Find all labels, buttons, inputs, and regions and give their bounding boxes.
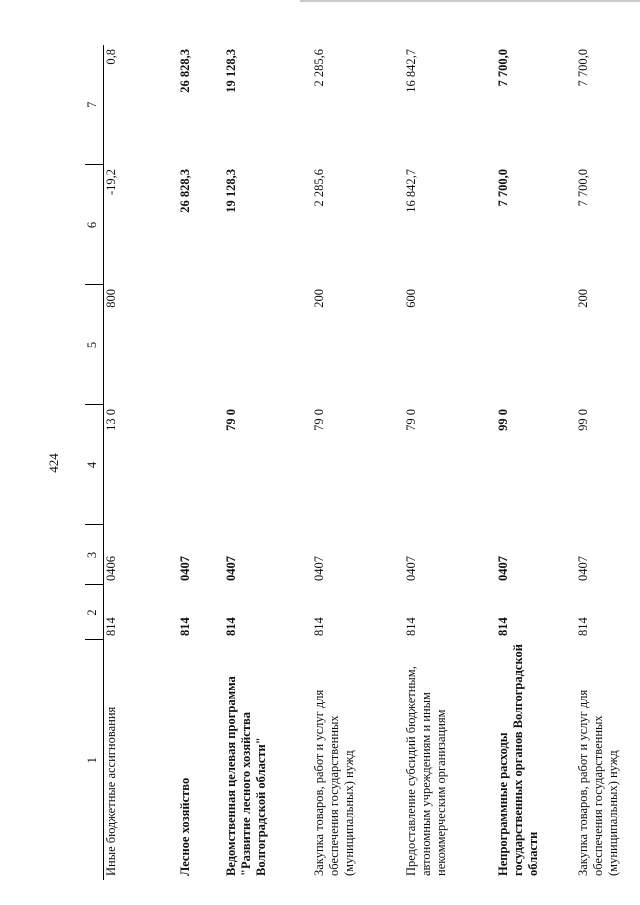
row-name: Непрограммные расходы государственных органов Волгоградской области (496, 644, 540, 876)
cell-expense-type: 200 (576, 289, 590, 308)
cell-amount-change: 2 285,6 (312, 169, 326, 207)
row-name: Ведомственная целевая программа "Развитие лесного хозяйства Волгоградской области" (224, 676, 268, 876)
cell-amount-total: 7 700,0 (496, 49, 510, 87)
cell-section: 0407 (312, 556, 326, 581)
cell-target: 99 0 (496, 409, 510, 431)
column-header: 2 (85, 585, 104, 640)
cell-expense-type (148, 285, 224, 405)
cell-amount-total: 16 842,7 (404, 49, 418, 93)
rotated-table-container (85, 45, 635, 880)
cell-target: 79 0 (404, 409, 418, 431)
cell-ministry: 814 (178, 617, 192, 636)
cell-amount-change: 26 828,3 (178, 169, 192, 213)
cell-amount-total: 19 128,3 (224, 49, 238, 93)
column-header: 5 (85, 285, 104, 405)
cell-target: 79 0 (224, 409, 238, 431)
cell-ministry: 814 (404, 617, 418, 636)
table-row (104, 45, 149, 880)
cell-target: 79 0 (312, 409, 326, 431)
cell-target: 13 0 (104, 409, 118, 431)
cell-ministry: 814 (104, 617, 118, 636)
cell-expense-type: 600 (404, 289, 418, 308)
row-name: Лесное хозяйство (178, 777, 192, 876)
cell-amount-change: 16 842,7 (404, 169, 418, 213)
cell-target: 99 0 (576, 409, 590, 431)
cell-section: 0406 (104, 556, 118, 581)
column-header: 7 (85, 45, 104, 165)
table-row (312, 45, 404, 880)
row-name: Иные бюджетные ассигнования (104, 706, 118, 876)
column-header: 4 (85, 405, 104, 525)
cell-ministry: 814 (496, 617, 510, 636)
cell-section: 0407 (576, 556, 590, 581)
column-header: 3 (85, 525, 104, 585)
column-header: 6 (85, 165, 104, 285)
table-row (496, 45, 576, 880)
cell-section: 0407 (178, 556, 192, 581)
cell-expense-type (224, 285, 312, 405)
column-header: 1 (85, 640, 104, 880)
cell-amount-total: 2 285,6 (312, 49, 326, 87)
cell-amount-total: 7 700,0 (576, 49, 590, 87)
cell-amount-change: 19 128,3 (224, 169, 238, 213)
table-row (148, 45, 224, 880)
page-number: 424 (46, 453, 61, 473)
cell-ministry: 814 (576, 617, 590, 636)
row-name: Закупка товаров, работ и услуг для обеспечения государственных (муниципальных) нужд (312, 689, 356, 876)
cell-amount-change: 7 700,0 (496, 169, 510, 207)
cell-target (148, 405, 224, 525)
top-rule (300, 0, 640, 2)
cell-ministry: 814 (224, 617, 238, 636)
row-name: Предоставление субсидий бюджетным, автономным учреждениям и иным некоммерческим организациям (404, 666, 448, 876)
cell-amount-total: 26 828,3 (178, 49, 192, 93)
row-name: Закупка товаров, работ и услуг для обеспечения государственных (муниципальных) нужд (576, 689, 620, 876)
cell-amount-total: 0,8 (104, 49, 118, 65)
cell-section: 0407 (224, 556, 238, 581)
budget-table (85, 45, 636, 880)
cell-expense-type: 200 (312, 289, 326, 308)
cell-amount-change: -19,2 (104, 169, 118, 196)
table-row (224, 45, 312, 880)
table-row (404, 45, 496, 880)
table-row (576, 45, 636, 880)
cell-expense-type (496, 285, 576, 405)
cell-section: 0407 (496, 556, 510, 581)
column-number-row (85, 45, 104, 880)
cell-amount-change: 7 700,0 (576, 169, 590, 207)
cell-expense-type: 800 (104, 289, 118, 308)
cell-ministry: 814 (312, 617, 326, 636)
cell-section: 0407 (404, 556, 418, 581)
